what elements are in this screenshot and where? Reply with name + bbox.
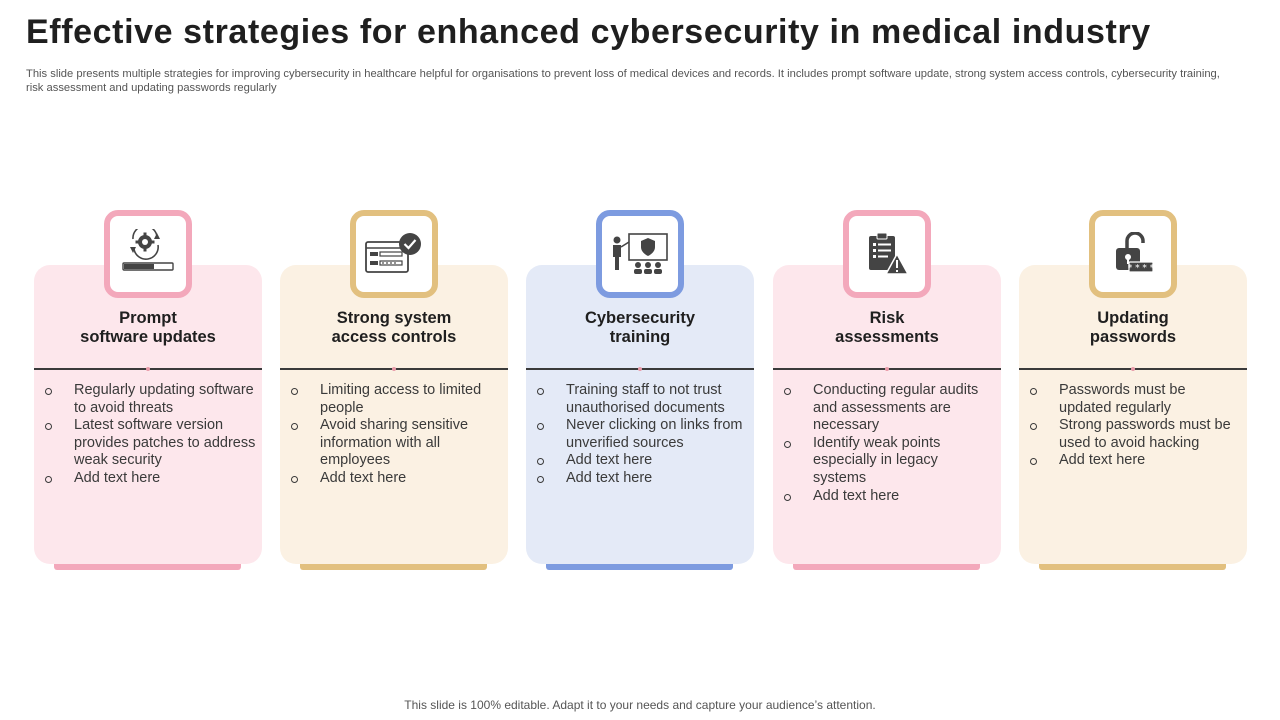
- list-item: Regularly updating software to avoid threats: [34, 382, 262, 417]
- list-item: Add text here: [773, 488, 1001, 506]
- card-points: [34, 382, 262, 488]
- strategy-card-risk-assessments: [773, 265, 1001, 564]
- list-item: Latest software version provides patches to address weak security: [34, 417, 262, 470]
- training-presentation-icon: [596, 210, 684, 298]
- risk-assessment-icon: [843, 210, 931, 298]
- list-item: Identify weak points especially in legacy systems: [773, 435, 1001, 488]
- svg-text:* * * *: * * * *: [1127, 263, 1155, 274]
- card-points: [773, 382, 1001, 505]
- card-accent-bar: [546, 564, 733, 570]
- list-item: Add text here: [526, 452, 754, 470]
- slide-footer: This slide is 100% editable. Adapt it to your needs and capture your audience’s attention.: [404, 698, 876, 712]
- card-accent-bar: [793, 564, 980, 570]
- list-item: Passwords must be updated regularly: [1019, 382, 1247, 417]
- list-item: Training staff to not trust unauthorised documents: [526, 382, 754, 417]
- list-item: Add text here: [526, 470, 754, 488]
- card-title: Cybersecurity training: [584, 309, 696, 346]
- card-divider: [280, 368, 508, 370]
- card-accent-bar: [54, 564, 241, 570]
- strategy-card-updating-passwords: [1019, 265, 1247, 564]
- list-item: Add text here: [280, 470, 508, 488]
- card-divider: [526, 368, 754, 370]
- card-divider: [34, 368, 262, 370]
- card-divider: [773, 368, 1001, 370]
- password-lock-icon: [1089, 210, 1177, 298]
- list-item: Add text here: [1019, 452, 1247, 470]
- card-accent-bar: [300, 564, 487, 570]
- list-item: Conducting regular audits and assessments are necessary: [773, 382, 1001, 435]
- strategy-card-software-updates: [34, 265, 262, 564]
- list-item: Add text here: [34, 470, 262, 488]
- card-title: Updating passwords: [1089, 309, 1177, 346]
- card-title: Risk assessments: [835, 309, 939, 346]
- slide-title: Effective strategies for enhanced cybersecurity in medical industry: [26, 13, 1151, 51]
- card-accent-bar: [1039, 564, 1226, 570]
- access-control-icon: [350, 210, 438, 298]
- card-divider: [1019, 368, 1247, 370]
- strategy-card-access-controls: [280, 265, 508, 564]
- slide-subtitle: This slide presents multiple strategies for improving cybersecurity in healthcare helpful for organisations to prevent loss of medical devices and records. It includes prompt software update, strong system access controls, cybersecurity training, risk assessment and updating passwords regularly: [26, 68, 1220, 94]
- card-title: Prompt software updates: [80, 309, 216, 346]
- list-item: Never clicking on links from unverified sources: [526, 417, 754, 452]
- card-points: [280, 382, 508, 488]
- list-item: Avoid sharing sensitive information with all employees: [280, 417, 508, 470]
- card-points: [1019, 382, 1247, 470]
- strategy-card-training: [526, 265, 754, 564]
- card-title: Strong system access controls: [331, 309, 457, 346]
- software-update-icon: [104, 210, 192, 298]
- list-item: Limiting access to limited people: [280, 382, 508, 417]
- card-points: [526, 382, 754, 488]
- list-item: Strong passwords must be used to avoid hacking: [1019, 417, 1247, 452]
